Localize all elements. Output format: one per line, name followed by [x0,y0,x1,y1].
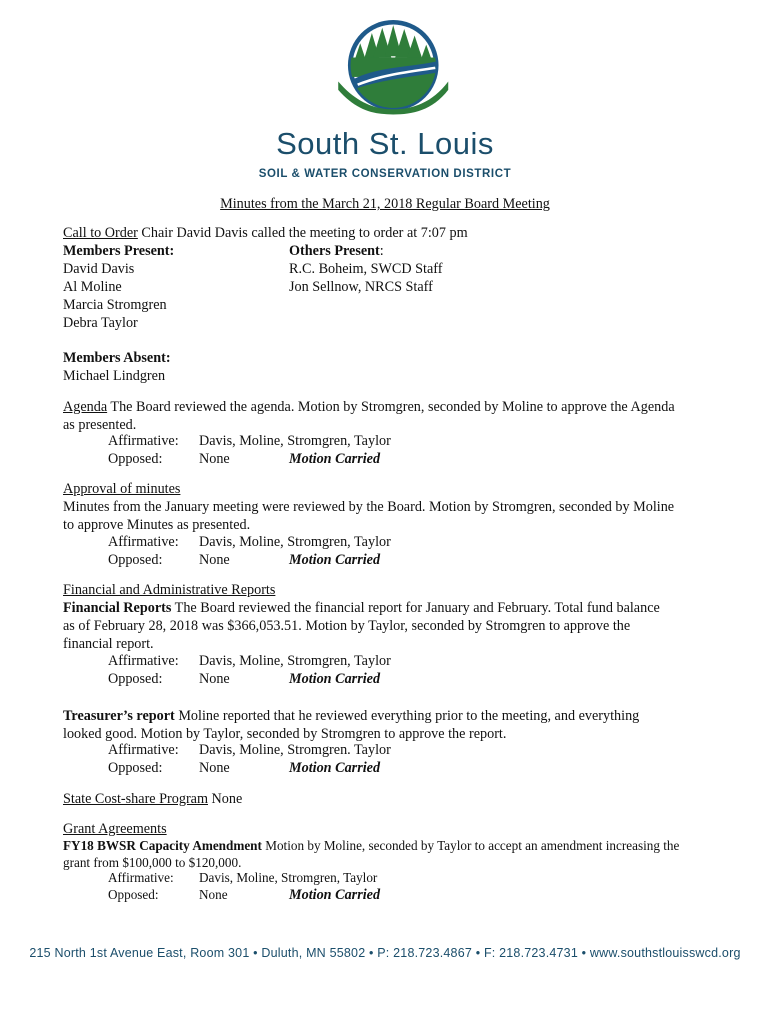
financial-line-2: as of February 28, 2018 was $366,053.51. Motion by Taylor, seconded by Stromgren to approve the [63,618,631,634]
org-name: South St. Louis [276,126,494,161]
approval-line-1: Minutes from the January meeting were reviewed by the Board. Motion by Stromgren, seconded by Moline [63,499,675,515]
motion-result: Motion Carried [289,887,381,903]
grants-heading: Grant Agreements [63,821,167,837]
grants-line-2: grant from $100,000 to $120,000. [63,855,242,870]
org-subtitle: SOIL & WATER CONSERVATION DISTRICT [258,168,512,180]
motion-result: Motion Carried [289,451,381,467]
agenda-label: Agenda [63,399,108,415]
others-present-label: Others Present: [289,243,384,259]
other-present-name: Jon Sellnow, NRCS Staff [289,279,433,295]
other-present-name: R.C. Boheim, SWCD Staff [289,261,443,277]
motion-result: Motion Carried [289,552,381,568]
members-present-label: Members Present: [63,243,175,259]
document-title: Minutes from the March 21, 2018 Regular Board Meeting [220,196,550,212]
member-present-name: Al Moline [63,279,122,295]
call-to-order-label: Call to Order [63,225,138,241]
financial-line-3: financial report. [63,636,154,652]
treasurer-line-1: Treasurer’s report Moline reported that he reviewed everything prior to the meeting, and everything [63,708,640,724]
financial-heading: Financial and Administrative Reports [63,582,276,598]
agenda-line-1: Agenda The Board reviewed the agenda. Motion by Stromgren, seconded by Moline to approve the Agenda [63,399,675,415]
financial-line-1: Financial Reports The Board reviewed the financial report for January and February. Total fund balance [63,600,660,616]
treasurer-line-2: looked good. Motion by Taylor, seconded by Stromgren to approve the report. [63,726,507,742]
call-to-order-text: Chair David Davis called the meeting to order at 7:07 pm [137,225,468,241]
footer-contact: 215 North 1st Avenue East, Room 301 • Duluth, MN 55802 • P: 218.723.4867 • F: 218.723.4731 • www.southstlouisswcd.org [29,946,741,960]
motion-result: Motion Carried [289,671,381,687]
member-present-name: Debra Taylor [63,315,138,331]
approval-heading: Approval of minutes [63,481,181,497]
member-present-name: Marcia Stromgren [63,297,167,313]
cost-share-line: State Cost-share Program None [63,791,243,807]
call-to-order-line [63,224,468,242]
member-present-name: David Davis [63,261,135,277]
approval-line-2: to approve Minutes as presented. [63,517,251,533]
member-absent-name: Michael Lindgren [63,368,166,384]
members-absent-label: Members Absent: [63,350,171,366]
motion-result: Motion Carried [289,760,381,776]
grants-line-1: FY18 BWSR Capacity Amendment Motion by Moline, seconded by Taylor to accept an amendment increasing the [63,838,680,853]
agenda-line-2: as presented. [63,417,137,433]
district-logo [245,20,535,130]
